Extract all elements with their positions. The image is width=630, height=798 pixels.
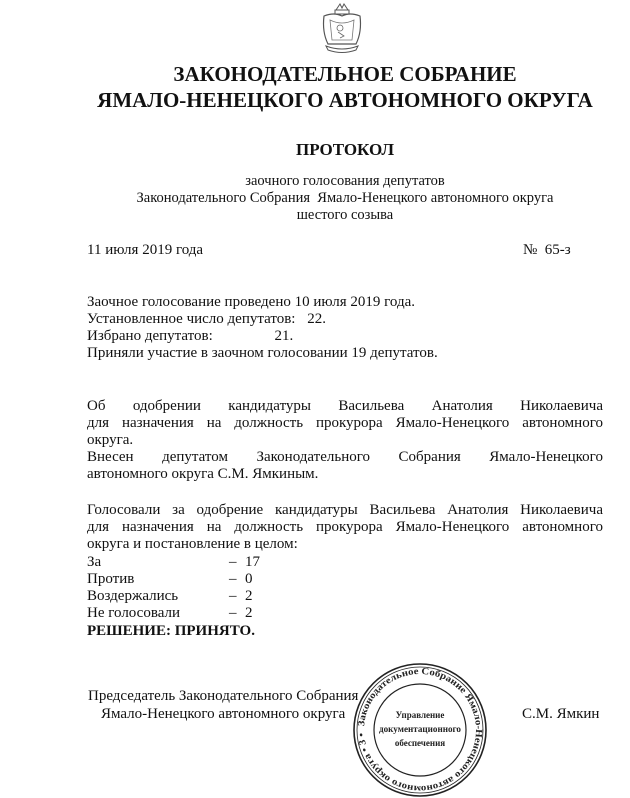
elected-deputies-line <box>87 328 293 345</box>
word: прокурора <box>315 415 383 431</box>
word: Ямало-Ненецкого <box>395 519 510 535</box>
subtitle-line2: Законодательного Собрания Ямало-Ненецкого автономного округа <box>136 190 554 206</box>
word: для <box>87 519 110 535</box>
word: для <box>87 415 110 431</box>
signatory-title-line1: Председатель Законодательного Собрания <box>88 688 359 704</box>
word: за <box>172 502 185 518</box>
agenda-line4 <box>87 449 603 466</box>
vote-dash: – <box>229 571 237 587</box>
vote-result-against <box>87 571 307 588</box>
word: назначения <box>121 415 194 431</box>
word: Об <box>87 398 106 414</box>
word: Анатолия <box>447 502 509 518</box>
vote-dash: – <box>229 588 237 604</box>
word: одобрении <box>132 398 201 414</box>
subtitle-line3: шестого созыва <box>296 207 394 223</box>
vote-result-not-voted <box>87 605 307 622</box>
word: Законодательного <box>256 449 371 465</box>
vote-result-abstained <box>87 588 307 605</box>
voting-line2 <box>87 519 603 536</box>
word: кандидатуры <box>228 398 312 414</box>
signatory-title-line2: Ямало-Ненецкого автономного округа <box>101 706 346 722</box>
word: Васильева <box>369 502 436 518</box>
vote-value: 2 <box>245 605 253 621</box>
vote-value: 0 <box>245 571 253 587</box>
word: Анатолия <box>431 398 493 414</box>
vote-label: Воздержались <box>87 588 179 604</box>
word: Ямало-Ненецкого <box>395 415 510 431</box>
word: автономного <box>522 519 603 535</box>
vote-label: Против <box>87 571 135 587</box>
vote-dash: – <box>229 554 237 570</box>
vote-dash: – <box>229 605 237 621</box>
word: кандидатуры <box>275 502 358 518</box>
stamp-ring-textpath: Законодательное Собрание Ямало-Ненецкого автономного округа • 3 • <box>357 666 484 794</box>
word: прокурора <box>315 519 383 535</box>
signatory-name: С.М. Ямкин <box>522 706 600 722</box>
coat-of-arms-icon <box>310 2 374 56</box>
word: депутатом <box>162 449 228 465</box>
organization-title-line1: ЗАКОНОДАТЕЛЬНОЕ СОБРАНИЕ <box>173 62 517 86</box>
word: назначения <box>121 519 194 535</box>
established-value: 22. <box>307 311 326 327</box>
organization-title-line2: ЯМАЛО-НЕНЕЦКОГО АВТОНОМНОГО ОКРУГА <box>97 88 593 112</box>
decision-text: РЕШЕНИЕ: ПРИНЯТО. <box>87 623 255 639</box>
word: на <box>206 415 222 431</box>
established-label: Установленное число депутатов: <box>87 311 296 327</box>
participation-line: Приняли участие в заочном голосовании 19 депутатов. <box>87 345 438 361</box>
word: Васильева <box>338 398 405 414</box>
stamp-center-line3: обеспечения <box>394 738 446 748</box>
stamp-center-line2: документационного <box>379 724 462 734</box>
agenda-line2 <box>87 415 603 432</box>
word: Внесен <box>87 449 134 465</box>
word: должность <box>234 519 304 535</box>
word: Николаевича <box>520 502 603 518</box>
official-stamp <box>352 662 488 798</box>
vote-result-for <box>87 554 307 571</box>
vote-value: 17 <box>245 554 260 570</box>
word: Ямало-Ненецкого <box>489 449 603 465</box>
voting-line3: округа и постановление в целом: <box>87 536 298 552</box>
vote-label: Не голосовали <box>87 605 181 621</box>
word: Николаевича <box>520 398 603 414</box>
word: автономного <box>522 415 603 431</box>
document-number: № 65-з <box>523 242 571 258</box>
word: Голосовали <box>87 502 161 518</box>
document-type: ПРОТОКОЛ <box>295 140 394 159</box>
stamp-center-line1: Управление <box>395 710 445 720</box>
voting-line1 <box>87 502 603 519</box>
established-deputies-line <box>87 311 326 328</box>
elected-label: Избрано депутатов: <box>87 328 213 344</box>
subtitle-line1: заочного голосования депутатов <box>245 173 445 189</box>
word: одобрение <box>196 502 264 518</box>
vote-value: 2 <box>245 588 253 604</box>
agenda-line1 <box>87 398 603 415</box>
voting-held-line: Заочное голосование проведено 10 июля 2019 года. <box>87 294 415 310</box>
elected-value: 21. <box>274 328 294 344</box>
word: Собрания <box>398 449 461 465</box>
vote-label: За <box>87 554 102 570</box>
agenda-line5: автономного округа С.М. Ямкиным. <box>87 466 319 482</box>
word: на <box>206 519 222 535</box>
word: должность <box>234 415 304 431</box>
agenda-line3: округа. <box>87 432 134 448</box>
document-date: 11 июля 2019 года <box>87 242 204 258</box>
